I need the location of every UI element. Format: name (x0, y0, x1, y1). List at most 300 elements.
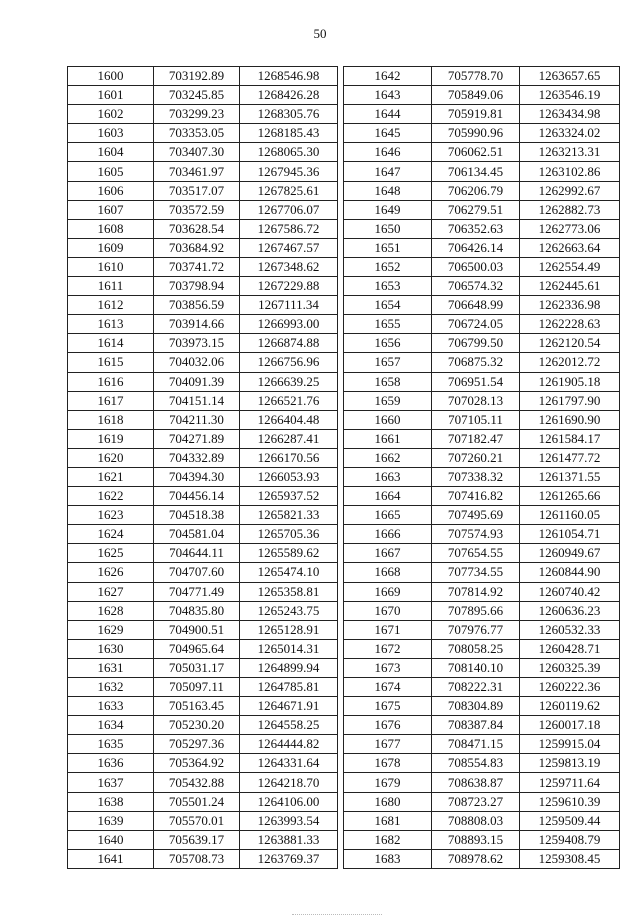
x-coordinate-cell: 705163.45 (154, 697, 240, 716)
x-coordinate-cell: 705919.81 (432, 105, 520, 124)
table-row (344, 315, 620, 334)
point-number-cell: 1625 (68, 544, 154, 563)
x-coordinate-cell: 706279.51 (432, 200, 520, 219)
point-number-cell: 1673 (344, 658, 432, 677)
y-coordinate-cell: 1260740.42 (520, 582, 620, 601)
y-coordinate-cell: 1259610.39 (520, 792, 620, 811)
point-number-cell: 1633 (68, 697, 154, 716)
x-coordinate-cell: 708638.87 (432, 773, 520, 792)
table-row (68, 544, 338, 563)
point-number-cell: 1603 (68, 124, 154, 143)
table-row (344, 716, 620, 735)
point-number-cell: 1659 (344, 391, 432, 410)
table-row (344, 257, 620, 276)
y-coordinate-cell: 1262663.64 (520, 238, 620, 257)
table-row (68, 353, 338, 372)
table-row (68, 754, 338, 773)
point-number-cell: 1628 (68, 601, 154, 620)
point-number-cell: 1676 (344, 716, 432, 735)
x-coordinate-cell: 704032.06 (154, 353, 240, 372)
x-coordinate-cell: 707028.13 (432, 391, 520, 410)
point-number-cell: 1623 (68, 506, 154, 525)
x-coordinate-cell: 708140.10 (432, 658, 520, 677)
x-coordinate-cell: 706574.32 (432, 277, 520, 296)
point-number-cell: 1661 (344, 429, 432, 448)
y-coordinate-cell: 1260017.18 (520, 716, 620, 735)
x-coordinate-cell: 706799.50 (432, 334, 520, 353)
x-coordinate-cell: 707182.47 (432, 429, 520, 448)
point-number-cell: 1604 (68, 143, 154, 162)
point-number-cell: 1667 (344, 544, 432, 563)
point-number-cell: 1672 (344, 639, 432, 658)
y-coordinate-cell: 1266639.25 (240, 372, 338, 391)
y-coordinate-cell: 1263546.19 (520, 86, 620, 105)
y-coordinate-cell: 1268065.30 (240, 143, 338, 162)
y-coordinate-cell: 1261477.72 (520, 448, 620, 467)
point-number-cell: 1621 (68, 467, 154, 486)
x-coordinate-cell: 704644.11 (154, 544, 240, 563)
table-row (344, 143, 620, 162)
x-coordinate-cell: 707814.92 (432, 582, 520, 601)
table-row (68, 792, 338, 811)
x-coordinate-cell: 706648.99 (432, 296, 520, 315)
table-row (344, 105, 620, 124)
table-row (344, 334, 620, 353)
x-coordinate-cell: 708471.15 (432, 735, 520, 754)
x-coordinate-cell: 704518.38 (154, 506, 240, 525)
y-coordinate-cell: 1259408.79 (520, 830, 620, 849)
page-number: 50 (313, 26, 327, 41)
x-coordinate-cell: 706426.14 (432, 238, 520, 257)
y-coordinate-cell: 1261265.66 (520, 487, 620, 506)
point-number-cell: 1665 (344, 506, 432, 525)
point-number-cell: 1655 (344, 315, 432, 334)
x-coordinate-cell: 706134.45 (432, 162, 520, 181)
y-coordinate-cell: 1265589.62 (240, 544, 338, 563)
x-coordinate-cell: 707654.55 (432, 544, 520, 563)
x-coordinate-cell: 705364.92 (154, 754, 240, 773)
point-number-cell: 1615 (68, 353, 154, 372)
y-coordinate-cell: 1264671.91 (240, 697, 338, 716)
table-row (68, 315, 338, 334)
point-number-cell: 1647 (344, 162, 432, 181)
y-coordinate-cell: 1262228.63 (520, 315, 620, 334)
point-number-cell: 1651 (344, 238, 432, 257)
x-coordinate-cell: 705031.17 (154, 658, 240, 677)
y-coordinate-cell: 1264785.81 (240, 678, 338, 697)
table-row (344, 754, 620, 773)
y-coordinate-cell: 1259915.04 (520, 735, 620, 754)
point-number-cell: 1637 (68, 773, 154, 792)
y-coordinate-cell: 1264331.64 (240, 754, 338, 773)
x-coordinate-cell: 705708.73 (154, 849, 240, 868)
point-number-cell: 1670 (344, 601, 432, 620)
x-coordinate-cell: 703407.30 (154, 143, 240, 162)
table-row (68, 334, 338, 353)
coordinates-table-left-body (68, 67, 338, 869)
y-coordinate-cell: 1262554.49 (520, 257, 620, 276)
table-row (344, 563, 620, 582)
y-coordinate-cell: 1264444.82 (240, 735, 338, 754)
x-coordinate-cell: 704211.30 (154, 410, 240, 429)
y-coordinate-cell: 1259711.64 (520, 773, 620, 792)
x-coordinate-cell: 703517.07 (154, 181, 240, 200)
point-number-cell: 1606 (68, 181, 154, 200)
y-coordinate-cell: 1268185.43 (240, 124, 338, 143)
table-row (344, 697, 620, 716)
point-number-cell: 1617 (68, 391, 154, 410)
y-coordinate-cell: 1260949.67 (520, 544, 620, 563)
x-coordinate-cell: 703798.94 (154, 277, 240, 296)
y-coordinate-cell: 1261905.18 (520, 372, 620, 391)
table-row (344, 849, 620, 868)
table-row (68, 716, 338, 735)
x-coordinate-cell: 708808.03 (432, 811, 520, 830)
x-coordinate-cell: 703572.59 (154, 200, 240, 219)
point-number-cell: 1602 (68, 105, 154, 124)
table-row (68, 525, 338, 544)
table-row (344, 601, 620, 620)
table-row (344, 429, 620, 448)
y-coordinate-cell: 1260222.36 (520, 678, 620, 697)
point-number-cell: 1658 (344, 372, 432, 391)
point-number-cell: 1674 (344, 678, 432, 697)
y-coordinate-cell: 1261797.90 (520, 391, 620, 410)
x-coordinate-cell: 703628.54 (154, 219, 240, 238)
y-coordinate-cell: 1267825.61 (240, 181, 338, 200)
x-coordinate-cell: 705432.88 (154, 773, 240, 792)
table-row (344, 219, 620, 238)
x-coordinate-cell: 707416.82 (432, 487, 520, 506)
y-coordinate-cell: 1262773.06 (520, 219, 620, 238)
point-number-cell: 1668 (344, 563, 432, 582)
table-row (68, 410, 338, 429)
table-row (344, 639, 620, 658)
point-number-cell: 1679 (344, 773, 432, 792)
y-coordinate-cell: 1268305.76 (240, 105, 338, 124)
point-number-cell: 1605 (68, 162, 154, 181)
y-coordinate-cell: 1263102.86 (520, 162, 620, 181)
table-row (344, 525, 620, 544)
point-number-cell: 1608 (68, 219, 154, 238)
table-row (344, 467, 620, 486)
point-number-cell: 1635 (68, 735, 154, 754)
x-coordinate-cell: 703741.72 (154, 257, 240, 276)
x-coordinate-cell: 705501.24 (154, 792, 240, 811)
table-row (344, 67, 620, 86)
point-number-cell: 1632 (68, 678, 154, 697)
point-number-cell: 1675 (344, 697, 432, 716)
table-row (68, 181, 338, 200)
table-row (68, 219, 338, 238)
table-row (344, 391, 620, 410)
y-coordinate-cell: 1264899.94 (240, 658, 338, 677)
x-coordinate-cell: 704835.80 (154, 601, 240, 620)
y-coordinate-cell: 1260325.39 (520, 658, 620, 677)
x-coordinate-cell: 703299.23 (154, 105, 240, 124)
point-number-cell: 1662 (344, 448, 432, 467)
table-row (68, 105, 338, 124)
y-coordinate-cell: 1263213.31 (520, 143, 620, 162)
table-row (68, 277, 338, 296)
y-coordinate-cell: 1262445.61 (520, 277, 620, 296)
y-coordinate-cell: 1265358.81 (240, 582, 338, 601)
x-coordinate-cell: 703914.66 (154, 315, 240, 334)
point-number-cell: 1600 (68, 67, 154, 86)
table-row (344, 200, 620, 219)
table-row (68, 200, 338, 219)
x-coordinate-cell: 708554.83 (432, 754, 520, 773)
table-row (68, 67, 338, 86)
x-coordinate-cell: 706206.79 (432, 181, 520, 200)
point-number-cell: 1656 (344, 334, 432, 353)
y-coordinate-cell: 1262120.54 (520, 334, 620, 353)
table-row (68, 849, 338, 868)
table-row (344, 372, 620, 391)
y-coordinate-cell: 1267348.62 (240, 257, 338, 276)
table-row (68, 697, 338, 716)
x-coordinate-cell: 706062.51 (432, 143, 520, 162)
y-coordinate-cell: 1265014.31 (240, 639, 338, 658)
table-row (68, 506, 338, 525)
table-row (344, 296, 620, 315)
point-number-cell: 1610 (68, 257, 154, 276)
y-coordinate-cell: 1261371.55 (520, 467, 620, 486)
table-row (344, 448, 620, 467)
y-coordinate-cell: 1267467.57 (240, 238, 338, 257)
y-coordinate-cell: 1265705.36 (240, 525, 338, 544)
point-number-cell: 1664 (344, 487, 432, 506)
x-coordinate-cell: 705570.01 (154, 811, 240, 830)
y-coordinate-cell: 1260119.62 (520, 697, 620, 716)
y-coordinate-cell: 1261584.17 (520, 429, 620, 448)
y-coordinate-cell: 1262992.67 (520, 181, 620, 200)
point-number-cell: 1681 (344, 811, 432, 830)
point-number-cell: 1636 (68, 754, 154, 773)
table-row (68, 620, 338, 639)
x-coordinate-cell: 706875.32 (432, 353, 520, 372)
point-number-cell: 1649 (344, 200, 432, 219)
y-coordinate-cell: 1267706.07 (240, 200, 338, 219)
y-coordinate-cell: 1268426.28 (240, 86, 338, 105)
y-coordinate-cell: 1259308.45 (520, 849, 620, 868)
point-number-cell: 1645 (344, 124, 432, 143)
point-number-cell: 1671 (344, 620, 432, 639)
point-number-cell: 1669 (344, 582, 432, 601)
x-coordinate-cell: 706500.03 (432, 257, 520, 276)
y-coordinate-cell: 1266993.00 (240, 315, 338, 334)
x-coordinate-cell: 706724.05 (432, 315, 520, 334)
point-number-cell: 1619 (68, 429, 154, 448)
x-coordinate-cell: 705990.96 (432, 124, 520, 143)
x-coordinate-cell: 704771.49 (154, 582, 240, 601)
x-coordinate-cell: 708978.62 (432, 849, 520, 868)
y-coordinate-cell: 1264558.25 (240, 716, 338, 735)
table-row (344, 162, 620, 181)
coordinates-table-left (67, 66, 338, 869)
point-number-cell: 1622 (68, 487, 154, 506)
table-row (68, 678, 338, 697)
point-number-cell: 1616 (68, 372, 154, 391)
y-coordinate-cell: 1262882.73 (520, 200, 620, 219)
table-row (344, 506, 620, 525)
point-number-cell: 1601 (68, 86, 154, 105)
table-row (68, 467, 338, 486)
x-coordinate-cell: 708222.31 (432, 678, 520, 697)
point-number-cell: 1652 (344, 257, 432, 276)
point-number-cell: 1648 (344, 181, 432, 200)
table-row (344, 735, 620, 754)
y-coordinate-cell: 1266404.48 (240, 410, 338, 429)
x-coordinate-cell: 703353.05 (154, 124, 240, 143)
point-number-cell: 1630 (68, 639, 154, 658)
y-coordinate-cell: 1260532.33 (520, 620, 620, 639)
table-row (344, 544, 620, 563)
point-number-cell: 1642 (344, 67, 432, 86)
y-coordinate-cell: 1263657.65 (520, 67, 620, 86)
x-coordinate-cell: 703973.15 (154, 334, 240, 353)
point-number-cell: 1640 (68, 830, 154, 849)
x-coordinate-cell: 704271.89 (154, 429, 240, 448)
y-coordinate-cell: 1263881.33 (240, 830, 338, 849)
y-coordinate-cell: 1260844.90 (520, 563, 620, 582)
y-coordinate-cell: 1264106.00 (240, 792, 338, 811)
x-coordinate-cell: 705778.70 (432, 67, 520, 86)
y-coordinate-cell: 1263434.98 (520, 105, 620, 124)
y-coordinate-cell: 1267945.36 (240, 162, 338, 181)
point-number-cell: 1624 (68, 525, 154, 544)
x-coordinate-cell: 703856.59 (154, 296, 240, 315)
scan-artifact (292, 914, 382, 918)
table-row (68, 86, 338, 105)
y-coordinate-cell: 1262336.98 (520, 296, 620, 315)
table-row (344, 830, 620, 849)
table-row (68, 238, 338, 257)
point-number-cell: 1680 (344, 792, 432, 811)
point-number-cell: 1653 (344, 277, 432, 296)
table-row (68, 257, 338, 276)
x-coordinate-cell: 708893.15 (432, 830, 520, 849)
y-coordinate-cell: 1263993.54 (240, 811, 338, 830)
point-number-cell: 1641 (68, 849, 154, 868)
x-coordinate-cell: 708304.89 (432, 697, 520, 716)
x-coordinate-cell: 708387.84 (432, 716, 520, 735)
x-coordinate-cell: 705849.06 (432, 86, 520, 105)
table-row (68, 639, 338, 658)
table-row (68, 811, 338, 830)
table-row (68, 391, 338, 410)
x-coordinate-cell: 703192.89 (154, 67, 240, 86)
table-row (68, 296, 338, 315)
x-coordinate-cell: 704900.51 (154, 620, 240, 639)
table-row (344, 86, 620, 105)
point-number-cell: 1646 (344, 143, 432, 162)
x-coordinate-cell: 707976.77 (432, 620, 520, 639)
point-number-cell: 1618 (68, 410, 154, 429)
y-coordinate-cell: 1262012.72 (520, 353, 620, 372)
y-coordinate-cell: 1265128.91 (240, 620, 338, 639)
point-number-cell: 1614 (68, 334, 154, 353)
y-coordinate-cell: 1266756.96 (240, 353, 338, 372)
table-row (344, 792, 620, 811)
table-row (68, 487, 338, 506)
point-number-cell: 1683 (344, 849, 432, 868)
y-coordinate-cell: 1263769.37 (240, 849, 338, 868)
point-number-cell: 1631 (68, 658, 154, 677)
point-number-cell: 1644 (344, 105, 432, 124)
x-coordinate-cell: 705297.36 (154, 735, 240, 754)
table-row (68, 658, 338, 677)
x-coordinate-cell: 708723.27 (432, 792, 520, 811)
table-row (344, 773, 620, 792)
point-number-cell: 1666 (344, 525, 432, 544)
coordinates-table-right-body (344, 67, 620, 869)
x-coordinate-cell: 704091.39 (154, 372, 240, 391)
table-row (68, 563, 338, 582)
table-row (344, 124, 620, 143)
point-number-cell: 1654 (344, 296, 432, 315)
table-row (344, 353, 620, 372)
coordinates-table-right (343, 66, 620, 869)
point-number-cell: 1639 (68, 811, 154, 830)
table-row (344, 238, 620, 257)
y-coordinate-cell: 1265243.75 (240, 601, 338, 620)
x-coordinate-cell: 703245.85 (154, 86, 240, 105)
point-number-cell: 1612 (68, 296, 154, 315)
table-row (344, 410, 620, 429)
point-number-cell: 1627 (68, 582, 154, 601)
table-row (68, 735, 338, 754)
y-coordinate-cell: 1267111.34 (240, 296, 338, 315)
x-coordinate-cell: 705639.17 (154, 830, 240, 849)
table-row (68, 429, 338, 448)
x-coordinate-cell: 703684.92 (154, 238, 240, 257)
point-number-cell: 1660 (344, 410, 432, 429)
table-row (344, 277, 620, 296)
x-coordinate-cell: 704581.04 (154, 525, 240, 544)
x-coordinate-cell: 704332.89 (154, 448, 240, 467)
y-coordinate-cell: 1260636.23 (520, 601, 620, 620)
y-coordinate-cell: 1266170.56 (240, 448, 338, 467)
table-row (344, 620, 620, 639)
y-coordinate-cell: 1265821.33 (240, 506, 338, 525)
table-row (344, 811, 620, 830)
point-number-cell: 1620 (68, 448, 154, 467)
x-coordinate-cell: 707574.93 (432, 525, 520, 544)
table-row (68, 773, 338, 792)
x-coordinate-cell: 708058.25 (432, 639, 520, 658)
y-coordinate-cell: 1264218.70 (240, 773, 338, 792)
x-coordinate-cell: 704151.14 (154, 391, 240, 410)
x-coordinate-cell: 705097.11 (154, 678, 240, 697)
y-coordinate-cell: 1259813.19 (520, 754, 620, 773)
y-coordinate-cell: 1265474.10 (240, 563, 338, 582)
table-row (68, 601, 338, 620)
point-number-cell: 1682 (344, 830, 432, 849)
table-row (344, 678, 620, 697)
point-number-cell: 1638 (68, 792, 154, 811)
point-number-cell: 1629 (68, 620, 154, 639)
point-number-cell: 1643 (344, 86, 432, 105)
y-coordinate-cell: 1266874.88 (240, 334, 338, 353)
x-coordinate-cell: 707105.11 (432, 410, 520, 429)
point-number-cell: 1650 (344, 219, 432, 238)
y-coordinate-cell: 1260428.71 (520, 639, 620, 658)
table-row (344, 487, 620, 506)
table-row (68, 372, 338, 391)
table-row (344, 181, 620, 200)
point-number-cell: 1607 (68, 200, 154, 219)
